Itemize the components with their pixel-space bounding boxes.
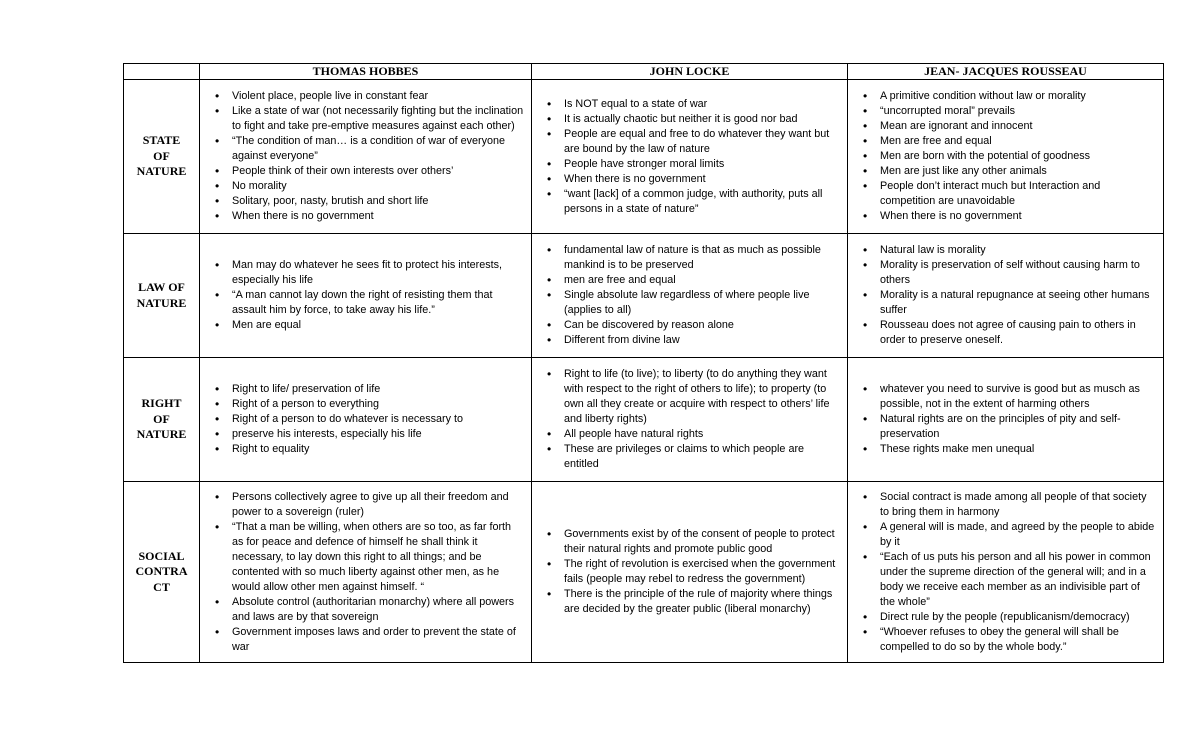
list-item: • Social contract is made among all people of that society to bring them in harmony [880,490,1157,520]
list-item: • Right to life (to live); to liberty (to do anything they want with respect to the right of others to life); to property (to own all they create or acquire with respect to others’ life and liberty rights) [564,367,841,427]
list-item: • Absolute control (authoritarian monarchy) where all powers and laws are by that sovereign [232,595,525,625]
row-label-state-of-nature [124,80,200,234]
cell-locke-state [532,80,848,234]
cell-hobbes-state [200,80,532,234]
list-item: • Morality is a natural repugnance at seeing other humans suffer [880,288,1157,318]
row-label-right-of-nature [124,358,200,482]
bullet-list [200,88,531,225]
row-social-contract [124,482,1164,663]
row-label-line: CONTRA [135,564,188,579]
list-item: • “want [lack] of a common judge, with authority, puts all persons in a state of nature” [564,187,841,217]
list-item: • These rights make men unequal [880,442,1157,457]
list-item: • It is actually chaotic but neither it is good nor bad [564,112,841,127]
list-item: • All people have natural rights [564,427,841,442]
list-item: • Man may do whatever he sees fit to protect his interests, especially his life [232,258,525,288]
list-item: • These are privileges or claims to which people are entitled [564,442,841,472]
bullet-list [848,381,1163,458]
list-item: • men are free and equal [564,273,841,288]
list-item: • People don’t interact much but Interaction and competition are unavoidable [880,179,1157,209]
list-item: • Persons collectively agree to give up all their freedom and power to a sovereign (ruler) [232,490,525,520]
list-item: • Mean are ignorant and innocent [880,119,1157,134]
list-item: • Like a state of war (not necessarily fighting but the inclination to fight and take pre-emptive measures against each other) [232,104,525,134]
row-label-line: RIGHT [141,396,182,411]
row-law-of-nature [124,234,1164,358]
bullet-list [848,88,1163,225]
list-item: • whatever you need to survive is good but as musch as possible, not in the extent of harming others [880,382,1157,412]
list-item: • People are equal and free to do whatever they want but are bound by the law of nature [564,127,841,157]
cell-rousseau-social [848,482,1164,663]
row-label-line: NATURE [136,295,187,310]
list-item: • Right to life/ preservation of life [232,382,525,397]
bullet-list [532,242,847,349]
list-item: • Governments exist by of the consent of people to protect their natural rights and promote public good [564,527,841,557]
list-item: • Right to equality [232,442,525,457]
list-item: • Direct rule by the people (republicanism/democracy) [880,610,1157,625]
header-hobbes: THOMAS HOBBES [200,64,532,80]
cell-locke-right [532,358,848,482]
list-item: • “Each of us puts his person and all his power in common under the supreme direction of the general will; and in a body we receive each member as an indivisible part of the whole” [880,550,1157,610]
cell-rousseau-law [848,234,1164,358]
list-item: • Men are free and equal [880,134,1157,149]
row-label-line: LAW OF [138,280,185,294]
header-rousseau: JEAN- JACQUES ROUSSEAU [848,64,1164,80]
list-item: • Natural law is morality [880,243,1157,258]
list-item: • Men are just like any other animals [880,164,1157,179]
bullet-list [200,257,531,334]
bullet-list [532,96,847,218]
list-item: • People think of their own interests over others’ [232,164,525,179]
bullet-list [200,489,531,656]
bullet-list [532,526,847,618]
cell-rousseau-state [848,80,1164,234]
list-item: • “uncorrupted moral” prevails [880,104,1157,119]
list-item: • Solitary, poor, nasty, brutish and short life [232,194,525,209]
cell-locke-social [532,482,848,663]
list-item: • The right of revolution is exercised when the government fails (people may rebel to redress the government) [564,557,841,587]
row-label-line: NATURE [136,427,187,442]
row-label-law-of-nature [124,234,200,358]
row-label-line: OF [153,148,170,163]
row-label-line: OF [153,411,170,426]
list-item: • “A man cannot lay down the right of resisting them that assault him by force, to take away his life.” [232,288,525,318]
list-item: • fundamental law of nature is that as much as possible mankind is to be preserved [564,243,841,273]
row-label-line: SOCIAL [138,548,185,563]
bullet-list [532,366,847,473]
cell-locke-law [532,234,848,358]
row-label-line: NATURE [136,164,187,179]
header-row [124,64,1164,80]
row-state-of-nature [124,80,1164,234]
list-item: • When there is no government [564,172,841,187]
list-item: • Men are equal [232,318,525,333]
list-item: • Rousseau does not agree of causing pain to others in order to preserve oneself. [880,318,1157,348]
header-locke: JOHN LOCKE [532,64,848,80]
row-label-social-contract [124,482,200,663]
list-item: • Is NOT equal to a state of war [564,97,841,112]
list-item: • Violent place, people live in constant fear [232,89,525,104]
list-item: • A general will is made, and agreed by the people to abide by it [880,520,1157,550]
list-item: • No morality [232,179,525,194]
list-item: • Different from divine law [564,333,841,348]
row-right-of-nature [124,358,1164,482]
list-item: • Right of a person to everything [232,397,525,412]
list-item: • Single absolute law regardless of where people live (applies to all) [564,288,841,318]
list-item: • Morality is preservation of self without causing harm to others [880,258,1157,288]
list-item: • People have stronger moral limits [564,157,841,172]
bullet-list [200,381,531,458]
list-item: • Can be discovered by reason alone [564,318,841,333]
list-item: • When there is no government [232,209,525,224]
corner-cell [124,64,200,80]
cell-hobbes-social [200,482,532,663]
list-item: • Natural rights are on the principles of pity and self-preservation [880,412,1157,442]
comparison-table [123,63,1164,663]
bullet-list [848,489,1163,656]
list-item: • preserve his interests, especially his life [232,427,525,442]
list-item: • Government imposes laws and order to prevent the state of war [232,625,525,655]
list-item: • “That a man be willing, when others are so too, as far forth as for peace and defence of himself he shall think it necessary, to lay down this right to all things; and be contented with so much liberty against other men, as he would allow other men against himself. “ [232,520,525,595]
cell-hobbes-right [200,358,532,482]
list-item: • “The condition of man… is a condition of war of everyone against everyone” [232,134,525,164]
row-label-line: CT [153,579,170,594]
list-item: • Men are born with the potential of goodness [880,149,1157,164]
bullet-list [848,242,1163,349]
row-label-line: STATE [142,133,181,148]
list-item: • “Whoever refuses to obey the general will shall be compelled to do so by the whole body.” [880,625,1157,655]
cell-rousseau-right [848,358,1164,482]
list-item: • When there is no government [880,209,1157,224]
list-item: • There is the principle of the rule of majority where things are decided by the greater public (liberal monarchy) [564,587,841,617]
list-item: • Right of a person to do whatever is necessary to [232,412,525,427]
list-item: • A primitive condition without law or morality [880,89,1157,104]
cell-hobbes-law [200,234,532,358]
